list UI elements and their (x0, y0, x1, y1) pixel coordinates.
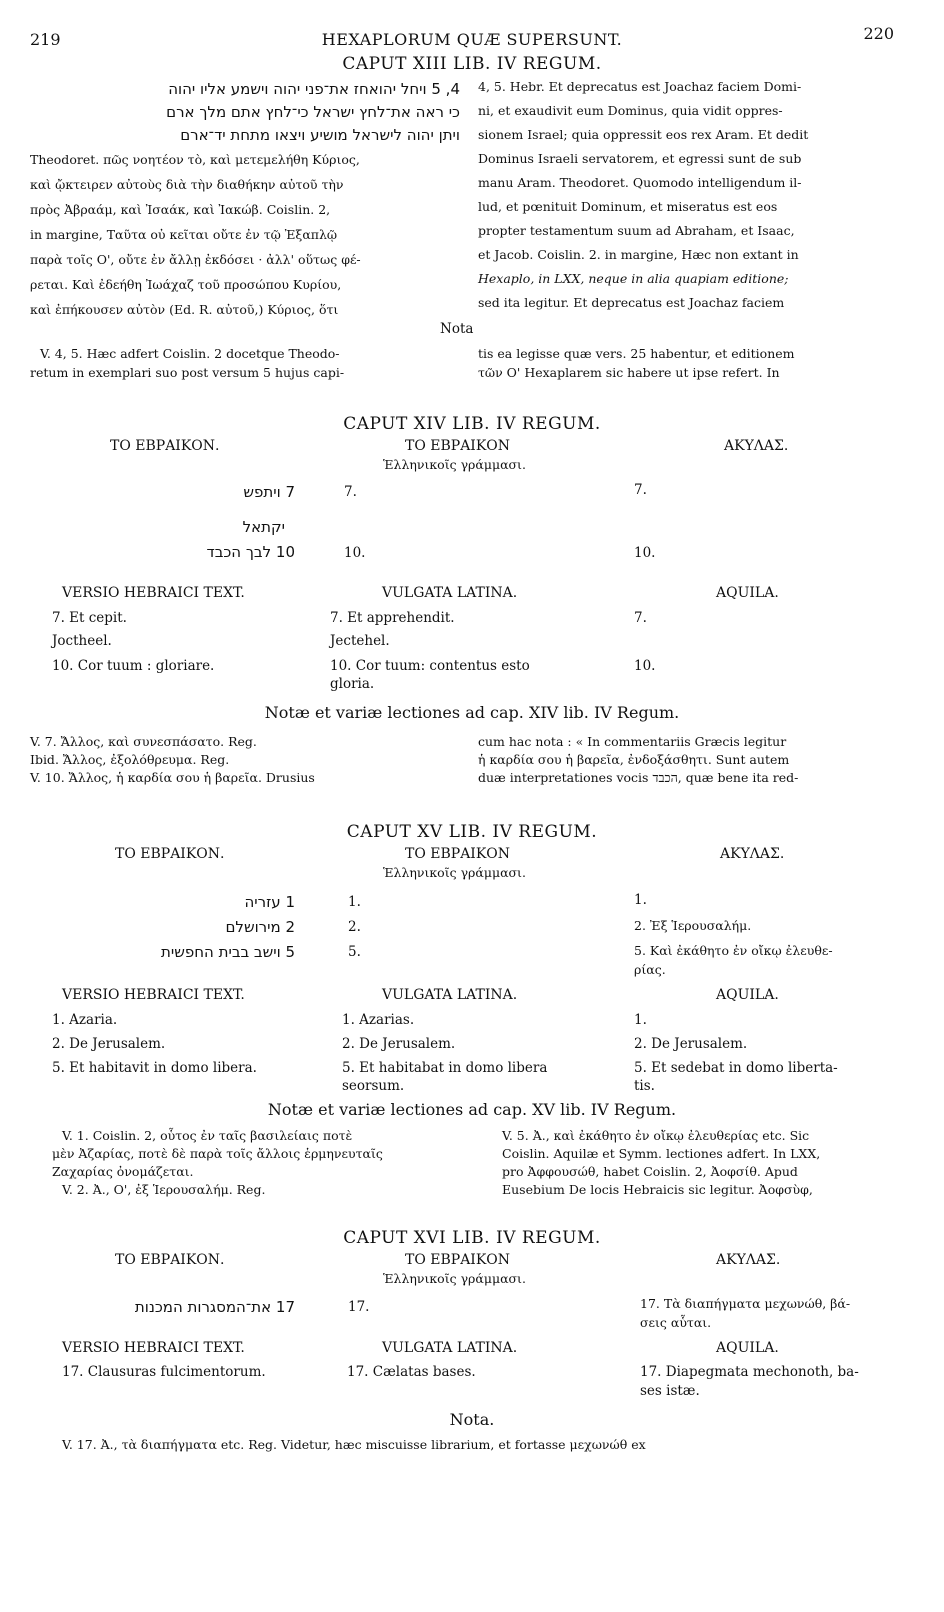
cap14-versio-head: VERSIO HEBRAICI TEXT. (62, 585, 245, 601)
cap13-nota-title: Nota (440, 321, 474, 337)
cap13-nota-left-2: retum in exemplari suo post versum 5 hujus capi- (30, 365, 345, 380)
cap15-aquila-5b: ρίας. (634, 962, 666, 977)
cap16-vulgata-17: 17. Cælatas bases. (347, 1364, 476, 1380)
cap14-aquila-10: 10. (634, 545, 656, 561)
cap14-versio-3: 10. Cor tuum : gloriare. (52, 658, 215, 674)
cap16-head-hebraikon-gr: ΤΟ ΕΒΡΑΙΚΟΝ (405, 1252, 511, 1268)
cap14-head-akylas: ΑΚΥΛΑΣ. (724, 438, 789, 454)
cap14-translit-7: 7. (344, 484, 357, 500)
cap16-head-akylas: ΑΚΥΛΑΣ. (716, 1252, 781, 1268)
cap16-aquila-17: 17. Τὰ διαπήγματα μεχωνώθ, βά- (640, 1296, 851, 1311)
cap14-hebrew-joctheel: יקתאל (242, 518, 285, 536)
cap14-note-right-2: ἡ καρδία σου ἡ βαρεῖα, ἐνδοξάσθητι. Sunt autem (478, 752, 790, 767)
cap15-note-right-2: Coislin. Aquilæ et Symm. lectiones adfert. In LXX, (502, 1146, 821, 1161)
cap13-latin-6: lud, et pœnituit Dominum, et miseratus est eos (478, 199, 778, 214)
cap15-versio-head: VERSIO HEBRAICI TEXT. (62, 987, 245, 1003)
cap15-aquila-2: 2. Ἐξ Ἱερουσαλήμ. (634, 918, 752, 933)
cap15-vulgata-1: 1. Azarias. (342, 1012, 415, 1028)
cap16-aquila-lat-17: 17. Diapegmata mechonoth, ba- (640, 1364, 859, 1380)
cap14-note-right-1: cum hac nota : « In commentariis Græcis legitur (478, 734, 787, 749)
cap14-aquila-lat-7: 7. (634, 610, 647, 626)
cap15-hebrew-1: 1 עזריה (244, 893, 295, 911)
cap15-head-hebraikon-gr: ΤΟ ΕΒΡΑΙΚΟΝ (405, 846, 511, 862)
cap15-aquila-lat-1: 1. (634, 1012, 647, 1028)
cap13-latin-2: ni, et exaudivit eum Dominus, quia vidit oppres- (478, 103, 783, 118)
cap13-latin-10: sed ita legitur. Et deprecatus est Joachaz faciem (478, 295, 785, 310)
cap15-vulgata-5b: seorsum. (342, 1078, 405, 1094)
cap15-versio-5: 5. Et habitavit in domo libera. (52, 1060, 257, 1076)
cap15-note-left-1: V. 1. Coislin. 2, οὗτος ἐν ταῖς βασιλείαις ποτὲ (62, 1128, 353, 1143)
cap16-head-hebraikon: ΤΟ ΕΒΡΑΙΚΟΝ. (115, 1252, 225, 1268)
cap14-vulgata-1: 7. Et apprehendit. (330, 610, 455, 626)
cap14-title: CAPUT XIV LIB. IV REGUM. (343, 414, 601, 434)
cap15-translit-2: 2. (348, 919, 361, 935)
cap16-aquila-head: AQUILA. (716, 1340, 779, 1356)
cap13-greek-1: Theodoret. πῶς νοητέον τὸ, καὶ μετεμελήθη Κύριος, (30, 152, 360, 167)
cap14-hebrew-10: 10 לבך הכבד (206, 543, 295, 561)
cap13-title: CAPUT XIII LIB. IV REGUM. (342, 54, 602, 74)
cap15-aquila-lat-2: 2. De Jerusalem. (634, 1036, 748, 1052)
cap14-versio-1: 7. Et cepit. (52, 610, 127, 626)
cap13-greek-5: παρὰ τοῖς Ο', οὔτε ἐν ἄλλῃ ἐκδόσει · ἀλλ' οὕτως φέ- (30, 252, 361, 267)
cap14-aquila-lat-10: 10. (634, 658, 656, 674)
cap15-translit-5: 5. (348, 944, 361, 960)
running-title: HEXAPLORUM QUÆ SUPERSUNT. (321, 30, 623, 49)
cap14-head-hebraikon: ΤΟ ΕΒΡΑΙΚΟΝ. (110, 438, 220, 454)
cap16-versio-head: VERSIO HEBRAICI TEXT. (62, 1340, 245, 1356)
cap14-note-left-1: V. 7. Ἄλλος, καὶ συνεσπάσατο. Reg. (30, 734, 257, 749)
cap14-translit-10: 10. (344, 545, 366, 561)
cap15-note-right-1: V. 5. Ἀ., καὶ ἐκάθητο ἐν οἴκῳ ἐλευθερίας etc. Sic (502, 1128, 810, 1143)
cap16-aquila-lat-17b: ses istæ. (640, 1383, 700, 1399)
cap15-note-left-3: Ζαχαρίας ὀνομάζεται. (52, 1164, 194, 1179)
cap13-nota-left-1: V. 4, 5. Hæc adfert Coislin. 2 docetque Theodo- (40, 346, 340, 361)
cap15-aquila-lat-5b: tis. (634, 1078, 655, 1094)
cap16-aquila-17b: σεις αὗται. (640, 1315, 712, 1330)
cap16-nota-title: Nota. (449, 1410, 495, 1429)
cap16-translit-17: 17. (348, 1299, 370, 1315)
page-number-right: 220 (863, 24, 894, 43)
cap15-versio-2: 2. De Jerusalem. (52, 1036, 166, 1052)
cap15-head-akylas: ΑΚΥΛΑΣ. (720, 846, 785, 862)
cap16-title: CAPUT XVI LIB. IV REGUM. (343, 1228, 601, 1248)
cap14-vulgata-4: gloria. (330, 676, 375, 692)
cap15-title: CAPUT XV LIB. IV REGUM. (346, 822, 598, 842)
cap16-hebrew-17: 17 את־המסגרות המכנות (134, 1298, 295, 1316)
cap14-head-hebraikon-gr: ΤΟ ΕΒΡΑΙΚΟΝ (405, 438, 511, 454)
cap15-hebrew-5: 5 וישב בבית החפשית (161, 943, 295, 961)
cap13-nota-right-2: τῶν Ο' Hexaplarem sic habere ut ipse refert. In (478, 365, 780, 380)
cap13-latin-1: 4, 5. Hebr. Et deprecatus est Joachaz faciem Domi- (478, 79, 802, 94)
cap13-greek-2: καὶ ᾤκτειρεν αὐτοὺς διὰ τὴν διαθήκην αὐτοῦ τὴν (30, 177, 344, 192)
cap15-aquila-head: AQUILA. (716, 987, 779, 1003)
cap16-head-sub: Ἑλληνικοῖς γράμμασι. (383, 1271, 526, 1286)
cap14-note-left-3: V. 10. Ἄλλος, ἡ καρδία σου ἡ βαρεῖα. Drusius (30, 770, 315, 785)
cap15-vulgata-head: VULGATA LATINA. (382, 987, 518, 1003)
cap14-vulgata-head: VULGATA LATINA. (382, 585, 518, 601)
cap14-head-sub: Ἑλληνικοῖς γράμμασι. (383, 457, 526, 472)
cap13-latin-8: et Jacob. Coislin. 2. in margine, Hæc non extant in (478, 247, 799, 262)
cap14-notes-title: Notæ et variæ lectiones ad cap. XIV lib. IV Regum. (264, 703, 680, 722)
cap13-greek-4: in margine, Ταῦτα οὐ κεῖται οὔτε ἐν τῷ Ἐξαπλῷ (30, 227, 338, 242)
cap15-note-right-4: Eusebium De locis Hebraicis sic legitur. Ἀοφσὺφ, (502, 1182, 813, 1197)
cap13-latin-9: Hexaplo, in LXX, neque in alia quapiam editione; (478, 271, 789, 286)
cap13-hebrew-3: ויתן יהוה לישראל מושיע ויצאו מתחת יד־ארם (180, 126, 460, 144)
cap14-note-left-2: Ibid. Ἄλλος, ἐξολόθρευμα. Reg. (30, 752, 230, 767)
cap15-vulgata-2: 2. De Jerusalem. (342, 1036, 456, 1052)
cap15-note-left-2: μὲν Ἀζαρίας, ποτὲ δὲ παρὰ τοῖς ἄλλοις ἑρμηνευταῖς (52, 1146, 383, 1161)
cap15-note-left-4: V. 2. Ἀ., Ο', ἐξ Ἱερουσαλήμ. Reg. (62, 1182, 266, 1197)
cap14-hebrew-7: 7 ויתפש (243, 483, 295, 501)
cap13-greek-6: ρεται. Καὶ ἐδεήθη Ἰωάχαζ τοῦ προσώπου Κυρίου, (30, 277, 342, 292)
cap15-note-right-3: pro Ἀφφουσώθ, habet Coislin. 2, Ἀοφσίθ. Apud (502, 1164, 798, 1179)
cap13-latin-3: sionem Israel; quia oppressit eos rex Aram. Et dedit (478, 127, 809, 142)
cap15-vulgata-5: 5. Et habitabat in domo libera (342, 1060, 548, 1076)
cap13-latin-7: propter testamentum suum ad Abraham, et Isaac, (478, 223, 795, 238)
cap14-vulgata-2: Jectehel. (330, 633, 390, 649)
cap14-aquila-head: AQUILA. (716, 585, 779, 601)
cap14-versio-2: Joctheel. (52, 633, 112, 649)
cap13-latin-4: Dominus Israeli servatorem, et egressi sunt de sub (478, 151, 802, 166)
cap15-hebrew-2: 2 מירושלם (225, 918, 295, 936)
cap13-greek-3: πρὸς Ἀβραάμ, καὶ Ἰσαάκ, καὶ Ἰακώβ. Coislin. 2, (30, 202, 331, 217)
cap13-hebrew-2: כי ראה את־לחץ ישראל כי־לחץ אתם מלך ארם (166, 103, 460, 121)
cap15-aquila-1: 1. (634, 892, 647, 908)
cap15-translit-1: 1. (348, 894, 361, 910)
cap15-aquila-5: 5. Καὶ ἐκάθητο ἐν οἴκῳ ἐλευθε- (634, 943, 833, 958)
cap13-greek-7: καὶ ἐπήκουσεν αὐτὸν (Ed. R. αὐτοῦ,) Κύριος, ὅτι (30, 302, 339, 317)
cap15-head-hebraikon: ΤΟ ΕΒΡΑΙΚΟΝ. (115, 846, 225, 862)
cap13-hebrew-1: 4, 5 ויחל יהואחז את־פני יהוה וישמע אליו יהוה (168, 80, 460, 98)
cap15-aquila-lat-5: 5. Et sedebat in domo liberta- (634, 1060, 838, 1076)
cap15-head-sub: Ἑλληνικοῖς γράμμασι. (383, 865, 526, 880)
cap16-vulgata-head: VULGATA LATINA. (382, 1340, 518, 1356)
cap14-note-right-3: duæ interpretationes vocis הכבד, quæ bene ita red- (478, 770, 799, 785)
cap15-versio-1: 1. Azaria. (52, 1012, 118, 1028)
cap14-vulgata-3: 10. Cor tuum: contentus esto (330, 658, 530, 674)
cap14-aquila-7: 7. (634, 482, 647, 498)
cap16-versio-17: 17. Clausuras fulcimentorum. (62, 1364, 266, 1380)
cap13-latin-5: manu Aram. Theodoret. Quomodo intelligendum il- (478, 175, 802, 190)
cap13-nota-right-1: tis ea legisse quæ vers. 25 habentur, et editionem (478, 346, 795, 361)
cap16-nota-line: V. 17. Ἀ., τὰ διαπήγματα etc. Reg. Videtur, hæc miscuisse librarium, et fortasse μεχωνώθ ex (62, 1437, 646, 1452)
page-number-left: 219 (30, 30, 61, 49)
cap15-notes-title: Notæ et variæ lectiones ad cap. XV lib. IV Regum. (267, 1100, 677, 1119)
